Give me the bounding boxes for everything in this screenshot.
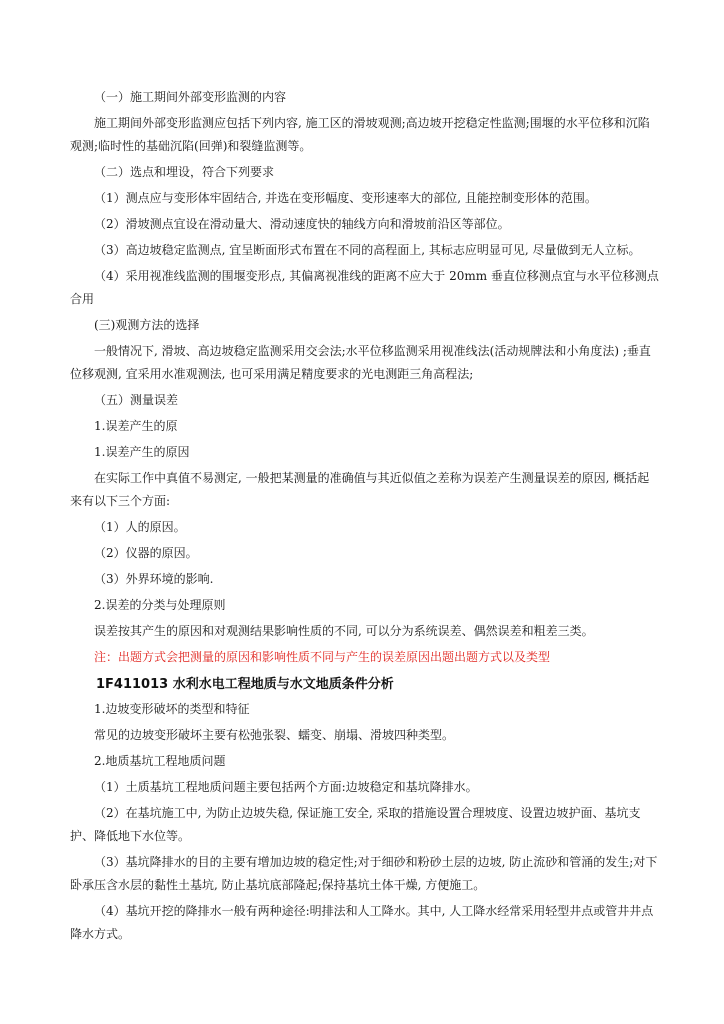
list-item: （1）土质基坑工程地质问题主要包括两个方面:边坡稳定和基坑降排水。 xyxy=(94,780,478,794)
subheading: 1.误差产生的原 xyxy=(94,419,178,433)
section-heading-2: （二）选点和埋设，符合下列要求 xyxy=(94,165,275,179)
paragraph: 施工期间外部变形监测应包括下列内容, 施工区的滑坡观测;高边坡开挖稳定性监测;围堰的水平位移和沉陷观测;临时性的基础沉陷(回弹)和裂缝监测等。 xyxy=(70,116,650,153)
exam-note: 注：出题方式会把测量的原因和影响性质不同与产生的误差原因出题出题方式以及类型 xyxy=(94,650,551,664)
section-heading-3: (三)观测方法的选择 xyxy=(94,318,200,332)
list-item: （3）基坑降排水的目的主要有增加边坡的稳定性;对于细砂和粉砂土层的边坡, 防止流砂和管涌的发生;对下卧承压含水层的黏性土基坑, 防止基坑底部隆起;保持基坑土体干燥, 方便施工。 xyxy=(70,855,658,892)
subheading: 1.边坡变形破坏的类型和特征 xyxy=(94,702,250,716)
list-item: （4）采用视准线监测的围堰变形点, 其偏离视准线的距离不应大于 20mm 垂直位移测点宜与水平位移测点合用 xyxy=(70,269,659,306)
section-heading-5: （五）测量误差 xyxy=(94,393,179,407)
subheading: 1.误差产生的原因 xyxy=(94,445,190,459)
list-item: （4）基坑开挖的降排水一般有两种途径:明排法和人工降水。其中, 人工降水经常采用轻型井点或管井井点降水方式。 xyxy=(70,904,654,941)
subheading: 2.地质基坑工程地质问题 xyxy=(94,754,226,768)
list-item: （2）仪器的原因。 xyxy=(94,546,198,560)
list-item: （2）在基坑施工中, 为防止边坡失稳, 保证施工安全, 采取的措施设置合理坡度、设置边坡护面、基坑支护、降低地下水位等。 xyxy=(70,806,641,843)
section-heading-1: （一）施工期间外部变形监测的内容 xyxy=(94,90,287,104)
chapter-heading: 1F411013 水利水电工程地质与水文地质条件分析 xyxy=(96,677,394,692)
paragraph: 常见的边坡变形破坏主要有松弛张裂、蠕变、崩塌、滑坡四种类型。 xyxy=(94,728,455,742)
subheading: 2.误差的分类与处理原则 xyxy=(94,598,226,612)
list-item: （3）高边坡稳定监测点, 宜呈断面形式布置在不同的高程面上, 其标志应明显可见, 尽量做到无人立标。 xyxy=(94,243,641,257)
list-item: （1）人的原因。 xyxy=(94,520,186,534)
list-item: （3）外界环境的影响. xyxy=(94,572,214,586)
paragraph: 误差按其产生的原因和对观测结果影响性质的不同, 可以分为系统误差、偶然误差和粗差三类。 xyxy=(94,624,594,638)
document-body xyxy=(70,86,660,949)
list-item: （1）测点应与变形体牢固结合, 并选在变形幅度、变形速率大的部位, 且能控制变形体的范围。 xyxy=(94,191,597,205)
paragraph: 在实际工作中真值不易测定, 一般把某测量的准确值与其近似值之差称为误差产生测量误差的原因, 概括起来有以下三个方面: xyxy=(70,471,650,508)
list-item: （2）滑坡测点宜设在滑动量大、滑动速度快的轴线方向和滑坡前沿区等部位。 xyxy=(94,217,510,231)
paragraph: 一般情况下, 滑坡、高边坡稳定监测采用交会法;水平位移监测采用视准线法(活动规牌法和小角度法) ;垂直位移观测, 宜采用水准观测法, 也可采用满足精度要求的光电测距三角高程法; xyxy=(70,344,651,381)
